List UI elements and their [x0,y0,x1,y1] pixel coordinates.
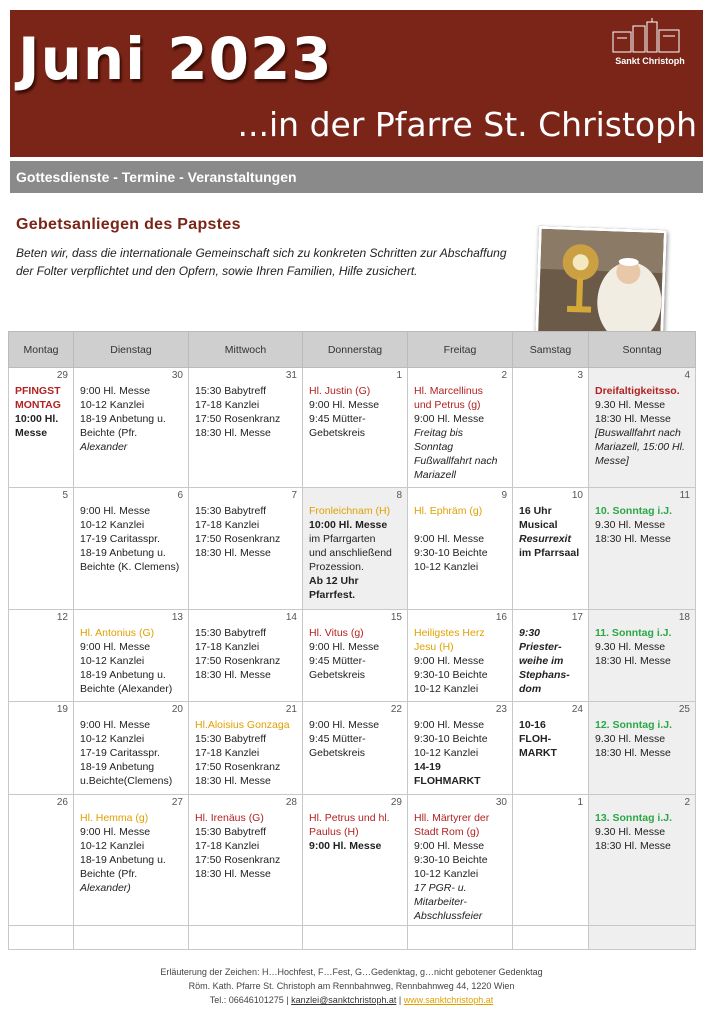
weekday-6: Sonntag [589,332,696,368]
day-number: 6 [177,490,183,501]
footer-tel: Tel.: 06646101275 | [209,995,292,1005]
day-number: 21 [285,704,297,715]
event-line: 17:50 Rosenkranz [195,533,281,545]
event-line: Freitag bis [414,427,464,439]
calendar-week-empty [9,926,696,950]
event-line: 10-12 Kanzlei [80,655,145,667]
event-line: Paulus (H) [309,826,359,838]
event-line: Alexander) [80,882,131,894]
day-number: 29 [390,797,402,808]
calendar-day [303,610,408,702]
calendar-day [513,488,589,610]
event-line: [Buswallfahrt nach [595,427,681,439]
event-line: Alexander [80,441,128,453]
calendar-day [9,702,74,795]
event-line: 10-12 Kanzlei [80,840,145,852]
event-line: 10:00 Hl. [15,413,59,425]
event-line: 9.30 Hl. Messe [595,519,666,531]
event-line: 9:30-10 Beichte [414,669,488,681]
event-line: Abschlussfeier [414,910,483,922]
calendar-day [589,368,696,488]
event-line: Hl. Hemma (g) [80,812,149,824]
event-line: 17-18 Kanzlei [195,399,260,411]
calendar-day [74,368,189,488]
event-line: 9:00 Hl. Messe [80,826,151,838]
day-number: 30 [495,797,507,808]
event-line: Jesu (H) [414,641,454,653]
event-line: 10-12 Kanzlei [80,733,145,745]
day-number: 23 [495,704,507,715]
calendar-day [513,368,589,488]
day-number: 15 [390,612,402,623]
day-number: 27 [171,797,183,808]
event-line: PFINGST [15,385,61,397]
calendar-day-empty [589,926,696,950]
day-number: 5 [62,490,68,501]
calendar-day [408,488,513,610]
event-line [414,518,507,532]
event-line: u.Beichte(Clemens) [80,775,173,787]
event-line: 18-19 Anbetung u. [80,413,166,425]
event-line: 9:00 Hl. Messe [414,840,485,852]
event-line: 14-19 [414,761,441,773]
event-line: 18:30 Hl. Messe [595,747,671,759]
day-number: 30 [171,370,183,381]
event-line: Prozession. [309,561,364,573]
parish-subtitle: ...in der Pfarre St. Christoph [237,105,697,144]
event-line: 17:50 Rosenkranz [195,854,281,866]
event-line: 9:30-10 Beichte [414,547,488,559]
event-line: Messe [15,427,48,439]
calendar-day [408,368,513,488]
event-line: Hl.Aloisius Gonzaga [195,719,290,731]
calendar-day [74,488,189,610]
calendar-day [408,795,513,926]
event-line: 10-12 Kanzlei [80,399,145,411]
calendar-day-empty [303,926,408,950]
event-line: 10-12 Kanzlei [414,683,479,695]
event-line: Hl. Antonius (G) [80,627,155,639]
event-line: 17-18 Kanzlei [195,641,260,653]
calendar-day [589,795,696,926]
event-line: 18:30 Hl. Messe [195,547,271,559]
event-line: 9:00 Hl. Messe [80,505,151,517]
weekday-header [9,332,696,368]
weekday-1: Dienstag [74,332,189,368]
day-number: 24 [571,704,583,715]
event-line: und anschließend [309,547,392,559]
event-line: 11. Sonntag i.J. [595,627,672,639]
event-line: 17-18 Kanzlei [195,519,260,531]
weekday-4: Freitag [408,332,513,368]
calendar-week [9,702,696,795]
day-number: 22 [390,704,402,715]
event-line: 9.30 Hl. Messe [595,399,666,411]
event-line: 10-12 Kanzlei [414,747,479,759]
monstrance-image [538,229,667,338]
logo-text: Sankt Christoph [615,56,685,66]
day-number: 28 [285,797,297,808]
event-line: Resurrexit [519,533,571,545]
event-line: 18-19 Anbetung u. [80,669,166,681]
event-line: 9:00 Hl. Messe [80,641,151,653]
event-line: Priester- [519,641,562,653]
event-line: Mitarbeiter- [414,896,467,908]
event-line: 18:30 Hl. Messe [195,669,271,681]
event-line: Heiligstes Herz [414,627,485,639]
event-line: 9:00 Hl. Messe [80,385,151,397]
event-line: Hl. Vitus (g) [309,627,364,639]
calendar-day [513,795,589,926]
event-line: und Petrus (g) [414,399,481,411]
day-number: 14 [285,612,297,623]
event-line: FLOH- [519,733,552,745]
calendar-day-empty [189,926,303,950]
calendar-day [9,795,74,926]
footer-contact [0,995,703,1005]
event-line: 9:00 Hl. Messe [309,641,380,653]
event-line: Messe] [595,455,629,467]
event-line: 9.30 Hl. Messe [595,641,666,653]
calendar-day [74,610,189,702]
footer-sep: | [396,995,404,1005]
event-line: 9:30-10 Beichte [414,854,488,866]
event-line: MONTAG [15,399,61,411]
event-line: 15:30 Babytreff [195,385,267,397]
day-number: 12 [56,612,68,623]
calendar-day [189,368,303,488]
event-line: Musical [519,519,558,531]
pope-photo [535,226,667,338]
day-number: 13 [171,612,183,623]
event-line: 15:30 Babytreff [195,826,267,838]
calendar-week [9,795,696,926]
calendar-day-empty [9,926,74,950]
event-line: weihe im [519,655,564,667]
calendar-day-empty [513,926,589,950]
event-line: 17 PGR- u. [414,882,467,894]
calendar-day [189,702,303,795]
event-line: MARKT [519,747,557,759]
calendar-day [74,795,189,926]
section-bar: Gottesdienste - Termine - Veranstaltungen [10,161,703,193]
day-number: 19 [56,704,68,715]
event-line: im Pfarrgarten [309,533,376,545]
event-line: 17:50 Rosenkranz [195,761,281,773]
event-line: Beichte (Alexander) [80,683,173,695]
event-line: 15:30 Babytreff [195,733,267,745]
weekday-0: Montag [9,332,74,368]
footer-address: Röm. Kath. Pfarre St. Christoph am Rennbahnweg, Rennbahnweg 44, 1220 Wien [188,981,515,991]
event-line: Beichte (Pfr. [80,868,138,880]
event-line: 18:30 Hl. Messe [195,775,271,787]
event-line: Hll. Märtyrer der [414,812,490,824]
event-line: 17-19 Caritasspr. [80,747,160,759]
event-line: 9:30-10 Beichte [414,733,488,745]
calendar-day [74,702,189,795]
event-line: 17-18 Kanzlei [195,747,260,759]
day-number: 16 [495,612,507,623]
calendar-day [189,795,303,926]
event-line: Hl. Justin (G) [309,385,371,397]
day-number: 1 [577,797,583,808]
day-number: 31 [285,370,297,381]
weekday-2: Mittwoch [189,332,303,368]
event-line: 9.30 Hl. Messe [595,733,666,745]
event-line: 18-19 Anbetung u. [80,547,166,559]
calendar-day [189,610,303,702]
calendar-day-empty [408,926,513,950]
calendar-day [303,702,408,795]
event-line: Ab 12 Uhr [309,575,359,587]
footer-legend: Erläuterung der Zeichen: H…Hochfest, F…Fest, G…Gedenktag, g…nicht gebotener Gedenktag [160,967,543,977]
event-line: Hl. Petrus und hl. [309,812,390,824]
header-banner [10,10,703,157]
event-line: 18-19 Anbetung [80,761,155,773]
event-line: Stephans- [519,669,570,681]
event-line: Gebetskreis [309,669,366,681]
event-line: 17-18 Kanzlei [195,840,260,852]
event-line: Beichte (Pfr. [80,427,138,439]
event-line: 13. Sonntag i.J. [595,812,673,824]
event-line: Hl. Ephräm (g) [414,505,483,517]
event-line: 9:00 Hl. Messe [414,719,485,731]
calendar-day [9,368,74,488]
event-line: 9:00 Hl. Messe [309,840,382,852]
day-number: 4 [684,370,690,381]
calendar-week [9,610,696,702]
day-number: 18 [678,612,690,623]
calendar-day [408,702,513,795]
calendar-day [408,610,513,702]
event-line: 10:00 Hl. Messe [309,519,388,531]
day-number: 3 [577,370,583,381]
event-line: Fronleichnam (H) [309,505,391,517]
calendar-day [589,610,696,702]
calendar-day-empty [74,926,189,950]
event-line: Gebetskreis [309,427,366,439]
calendar-day [303,795,408,926]
event-line: 9:00 Hl. Messe [414,413,485,425]
day-number: 7 [291,490,297,501]
calendar-week [9,368,696,488]
event-line: 10-12 Kanzlei [80,519,145,531]
event-line: dom [519,683,542,695]
day-number: 10 [571,490,583,501]
day-number: 2 [501,370,507,381]
calendar-day [303,488,408,610]
day-number: 26 [56,797,68,808]
event-line: FLOHMARKT [414,775,481,787]
event-line: 9:00 Hl. Messe [414,655,485,667]
day-number: 8 [396,490,402,501]
event-line: 18:30 Hl. Messe [595,840,671,852]
event-line: Mariazell, 15:00 Hl. [595,441,685,453]
event-line: 10-12 Kanzlei [414,868,479,880]
prayer-text: Beten wir, dass die internationale Gemeinschaft sich zu konkreten Schritten zur Abschaffung der Folter verpflichtet und den Opfern, sowie Ihren Familien, Hilfe zusichert. [16,246,507,278]
event-line: 10. Sonntag i.J. [595,505,673,517]
calendar-day [303,368,408,488]
prayer-title: Gebetsanliegen des Papstes [16,216,241,233]
day-number: 25 [678,704,690,715]
event-line: Pfarrfest. [309,589,356,601]
event-line: Stadt Rom (g) [414,826,480,838]
day-number: 17 [571,612,583,623]
event-line: 18:30 Hl. Messe [595,655,671,667]
event-line: 9:45 Mütter- [309,733,366,745]
email-link[interactable]: kanzlei@sanktchristoph.at [291,995,397,1005]
event-line: 10-16 [519,719,546,731]
event-line: 18:30 Hl. Messe [595,533,671,545]
event-line: 17:50 Rosenkranz [195,655,281,667]
event-line: Beichte (K. Clemens) [80,561,180,573]
event-line: 9:00 Hl. Messe [80,719,151,731]
event-line: 9:45 Mütter- [309,655,366,667]
event-line: 9.30 Hl. Messe [595,826,666,838]
event-line: 17-19 Caritasspr. [80,533,160,545]
event-line: 9:30 [519,627,541,639]
month-title: Juni 2023 [18,25,333,93]
event-line: Gebetskreis [309,747,366,759]
calendar-table [8,331,696,950]
event-line: 18:30 Hl. Messe [195,427,271,439]
calendar-day [513,610,589,702]
event-line: 18:30 Hl. Messe [195,868,271,880]
event-line: 9:00 Hl. Messe [309,719,380,731]
event-line: 17:50 Rosenkranz [195,413,281,425]
event-line: 18-19 Anbetung u. [80,854,166,866]
weekday-5: Samstag [513,332,589,368]
event-line: Hl. Marcellinus [414,385,483,397]
event-line: Sonntag [414,441,454,453]
calendar-day [9,488,74,610]
event-line: Mariazell [414,469,457,481]
event-line: Fußwallfahrt nach [414,455,498,467]
calendar-body [9,368,696,950]
church-icon [607,18,693,54]
day-number: 29 [56,370,68,381]
event-line: 18:30 Hl. Messe [595,413,671,425]
event-line: 9:00 Hl. Messe [414,533,485,545]
day-number: 1 [396,370,402,381]
event-line: im Pfarrsaal [519,547,580,559]
day-number: 20 [171,704,183,715]
calendar-day [189,488,303,610]
event-line: 16 Uhr [519,505,552,517]
day-number: 11 [679,490,690,501]
weekday-3: Donnerstag [303,332,408,368]
day-number: 2 [684,797,690,808]
calendar-day [589,488,696,610]
event-line: 9:00 Hl. Messe [309,399,380,411]
event-line: 15:30 Babytreff [195,627,267,639]
website-link[interactable]: www.sanktchristoph.at [403,995,494,1005]
calendar-day [513,702,589,795]
calendar-day [589,702,696,795]
day-number: 9 [501,490,507,501]
event-line: 12. Sonntag i.J. [595,719,673,731]
parish-logo [607,18,693,66]
event-line: 10-12 Kanzlei [414,561,479,573]
event-line: 9:45 Mütter- [309,413,366,425]
calendar-week [9,488,696,610]
event-line: Hl. Irenäus (G) [195,812,264,824]
calendar-day [9,610,74,702]
event-line: Dreifaltigkeitsso. [595,385,680,397]
event-line: 15:30 Babytreff [195,505,267,517]
